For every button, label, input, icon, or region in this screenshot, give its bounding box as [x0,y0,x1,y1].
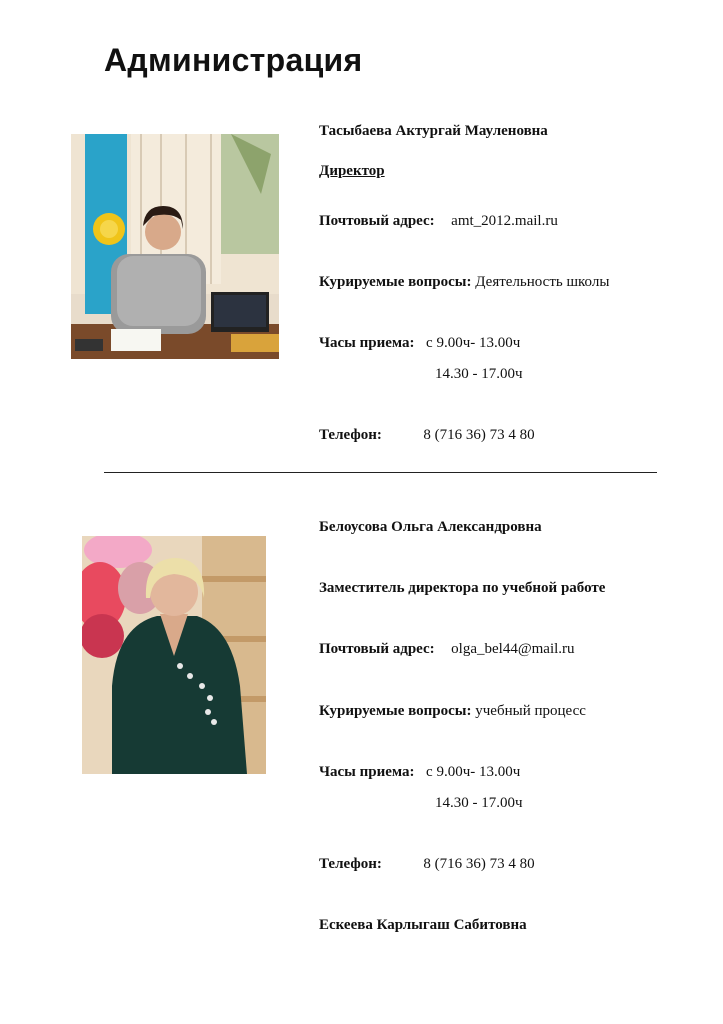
topics-label: Курируемые вопросы: [319,274,472,290]
deputy-photo [82,536,266,774]
hours-value-1: с 9.00ч- 13.00ч [426,335,521,351]
email-label: Почтовый адрес: [319,641,435,657]
person-1-name: Тасыбаева Актургай Мауленовна [319,123,548,139]
person-2-email-row [319,641,575,658]
person-1-email-row [319,213,558,230]
email-value: amt_2012.mail.ru [451,213,558,229]
person-2-topics-row [319,703,586,720]
email-value: olga_bel44@mail.ru [451,641,575,657]
director-photo [71,134,279,359]
person-1-position: Директор [319,163,385,179]
hours-value-1: с 9.00ч- 13.00ч [426,764,521,780]
person-2-name: Белоусова Ольга Александровна [319,519,542,535]
section-divider [104,472,657,473]
person-1-hours-line2: 14.30 - 17.00ч [435,366,523,382]
topics-value: учебный процесс [475,703,586,719]
person-2-hours-row [319,764,520,781]
hours-label: Часы приема: [319,335,415,351]
person-2-phone-row [319,856,535,873]
person-2-hours-line2: 14.30 - 17.00ч [435,795,523,811]
person-2-position: Заместитель директора по учебной работе [319,580,606,596]
hours-label: Часы приема: [319,764,415,780]
topics-value: Деятельность школы [475,274,610,290]
phone-value: 8 (716 36) 73 4 80 [423,856,535,872]
phone-label: Телефон: [319,427,382,443]
person-1-topics-row [319,274,609,291]
person-3-name: Ескеева Карлыгаш Сабитовна [319,917,527,933]
person-1-phone-row [319,427,535,444]
email-label: Почтовый адрес: [319,213,435,229]
topics-label: Курируемые вопросы: [319,703,472,719]
phone-label: Телефон: [319,856,382,872]
phone-value: 8 (716 36) 73 4 80 [423,427,535,443]
person-1-hours-row [319,335,520,352]
page-title: Администрация [104,42,363,78]
